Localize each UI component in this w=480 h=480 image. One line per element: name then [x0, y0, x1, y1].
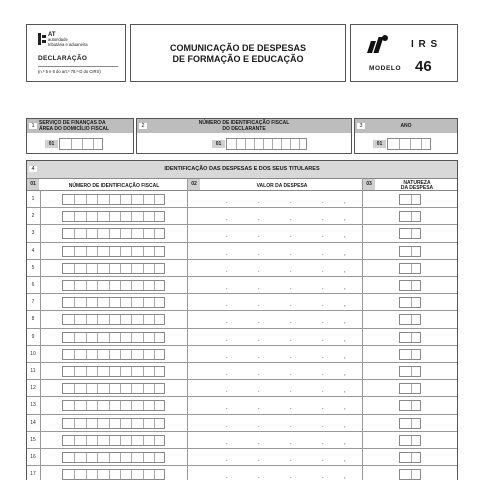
row-nif-field[interactable] [62, 349, 165, 360]
form-title-line1: COMUNICAÇÃO DE DESPESAS [169, 43, 306, 53]
row-value-field[interactable]: . . . . , [226, 319, 346, 326]
row-nature-field[interactable] [399, 349, 421, 360]
section-2-label-line2: DO DECLARANTE [222, 126, 266, 132]
row-value-field[interactable]: . . . . , [226, 474, 346, 480]
table-row [27, 294, 457, 311]
row-number: 13 [30, 402, 36, 409]
row-value-field[interactable]: . . . . , [226, 285, 346, 291]
section-1-number: 1 [29, 123, 37, 129]
row-nature-field[interactable] [399, 297, 421, 308]
row-number: 5 [31, 264, 35, 271]
table-row [27, 208, 457, 225]
row-number: 6 [31, 282, 35, 288]
row-number: 7 [31, 299, 35, 306]
row-nif-field[interactable] [62, 194, 165, 205]
row-number: 4 [31, 247, 35, 254]
row-value-field[interactable]: . . . . , [226, 336, 346, 343]
form-title-line2: DE FORMAÇÃO E EDUCAÇÃO [172, 54, 304, 64]
table-row [27, 277, 457, 294]
row-nature-field[interactable] [399, 314, 421, 325]
row-nature-field[interactable] [399, 332, 421, 343]
service-office-field[interactable] [59, 138, 103, 150]
table-row [27, 449, 457, 466]
row-value-field[interactable]: . . . . , [226, 371, 346, 377]
row-nif-field[interactable] [62, 418, 165, 429]
row-number: 14 [30, 419, 36, 426]
row-nif-field[interactable] [62, 366, 165, 377]
section-3-label: ANO [400, 123, 412, 129]
modelo-number: 46 [415, 58, 432, 75]
table-row [27, 346, 457, 363]
col3-header-line1: NATUREZA [403, 180, 431, 186]
row-value-field[interactable]: . . . . , [226, 457, 346, 463]
row-number: 3 [31, 230, 35, 237]
irs-logo-icon [369, 35, 391, 53]
row-value-field[interactable]: . . . . , [226, 250, 346, 257]
section-1-label-line2: ÁREA DO DOMICÍLIO FISCAL [39, 126, 110, 132]
legal-reference: (n.º 5 e 6 do art.º 78.º-D do CIRS) [38, 69, 101, 74]
row-number: 17 [30, 471, 36, 478]
row-number: 2 [31, 213, 35, 220]
logo-text-line3: tributária e aduaneira [48, 42, 88, 47]
row-nif-field[interactable] [62, 435, 165, 446]
col1-code: 01 [27, 179, 39, 190]
row-value-field[interactable]: . . . . , [226, 233, 346, 240]
row-nif-field[interactable] [62, 297, 165, 308]
row-nif-field[interactable] [62, 280, 165, 291]
logo-text-line2: autoridade [48, 37, 68, 42]
modelo-label: MODELO [369, 65, 402, 72]
section-1-field-code: 01 [45, 140, 58, 148]
col3-code: 03 [363, 179, 375, 190]
section-3-field-code: 01 [373, 140, 386, 148]
row-nature-field[interactable] [399, 383, 421, 394]
row-number: 9 [31, 333, 35, 340]
row-nif-field[interactable] [62, 228, 165, 239]
row-nature-field[interactable] [399, 435, 421, 446]
row-nif-field[interactable] [62, 332, 165, 343]
row-nature-field[interactable] [399, 366, 421, 377]
row-nature-field[interactable] [399, 263, 421, 274]
col3-header-line2: DA DESPESA [400, 185, 434, 191]
row-nif-field[interactable] [62, 211, 165, 222]
row-value-field[interactable]: . . . . , [226, 199, 346, 205]
row-nature-field[interactable] [399, 280, 421, 291]
row-value-field[interactable]: . . . . , [226, 422, 346, 429]
modelo-panel [350, 24, 458, 82]
row-nif-field[interactable] [62, 400, 165, 411]
row-nature-field[interactable] [399, 469, 421, 480]
table-row [27, 260, 457, 277]
row-nature-field[interactable] [399, 194, 421, 205]
table-row [27, 397, 457, 414]
row-nature-field[interactable] [399, 246, 421, 257]
table-row [27, 432, 457, 449]
table-row [27, 329, 457, 346]
section-3-number: 3 [357, 123, 365, 129]
row-number: 1 [31, 196, 35, 202]
row-number: 11 [30, 368, 36, 374]
row-value-field[interactable]: . . . . , [226, 353, 346, 360]
table-row [27, 415, 457, 432]
section-3 [354, 118, 458, 154]
section-4-number: 4 [29, 166, 37, 172]
row-nif-field[interactable] [62, 452, 165, 463]
declaration-label: DECLARAÇÃO [38, 55, 88, 62]
at-logo-icon [38, 33, 46, 45]
row-nature-field[interactable] [399, 211, 421, 222]
row-nif-field[interactable] [62, 246, 165, 257]
row-nif-field[interactable] [62, 314, 165, 325]
logo-panel [26, 24, 126, 82]
expenses-table [27, 191, 457, 480]
table-row [27, 311, 457, 328]
table-row [27, 243, 457, 260]
row-nature-field[interactable] [399, 400, 421, 411]
row-value-field[interactable]: . . . . , [226, 302, 346, 309]
row-value-field[interactable]: . . . . , [226, 388, 346, 395]
section-2-label-line1: NÚMERO DE IDENTIFICAÇÃO FISCAL [198, 120, 290, 126]
section-4-title: IDENTIFICAÇÃO DAS DESPESAS E DOS SEUS TITULARES [164, 166, 320, 172]
row-number: 15 [30, 436, 36, 443]
row-value-field[interactable]: . . . . , [226, 405, 346, 412]
col2-code: 02 [188, 179, 200, 190]
table-row [27, 191, 457, 208]
table-row [27, 466, 457, 480]
section-1 [26, 118, 134, 154]
title-panel [130, 24, 346, 82]
col2-header: VALOR DA DESPESA [256, 183, 308, 189]
table-row [27, 380, 457, 397]
row-nature-field[interactable] [399, 228, 421, 239]
row-nif-field[interactable] [62, 263, 165, 274]
row-value-field[interactable]: . . . . , [226, 267, 346, 274]
col1-header: NÚMERO DE IDENTIFICAÇÃO FISCAL [68, 183, 160, 189]
row-nif-field[interactable] [62, 469, 165, 480]
irs-label: I R S [411, 39, 439, 50]
table-row [27, 225, 457, 242]
section-1-label-line1: SERVIÇO DE FINANÇAS DA [39, 120, 106, 126]
row-number: 16 [30, 454, 36, 460]
section-2-field-code: 01 [212, 140, 225, 148]
row-nif-field[interactable] [62, 383, 165, 394]
table-row [27, 363, 457, 380]
section-2 [136, 118, 352, 154]
year-field[interactable] [387, 138, 431, 150]
row-number: 12 [30, 385, 36, 392]
declarant-nif-field[interactable] [226, 138, 307, 150]
section-2-number: 2 [139, 123, 147, 129]
logo-text-at: AT [48, 32, 56, 38]
row-number: 8 [31, 316, 35, 323]
row-value-field[interactable]: . . . . , [226, 439, 346, 446]
row-nature-field[interactable] [399, 418, 421, 429]
section-4 [26, 160, 458, 480]
row-value-field[interactable]: . . . . , [226, 216, 346, 223]
row-number: 10 [30, 350, 36, 357]
header-divider [38, 66, 118, 67]
form-page [26, 24, 458, 480]
row-nature-field[interactable] [399, 452, 421, 463]
